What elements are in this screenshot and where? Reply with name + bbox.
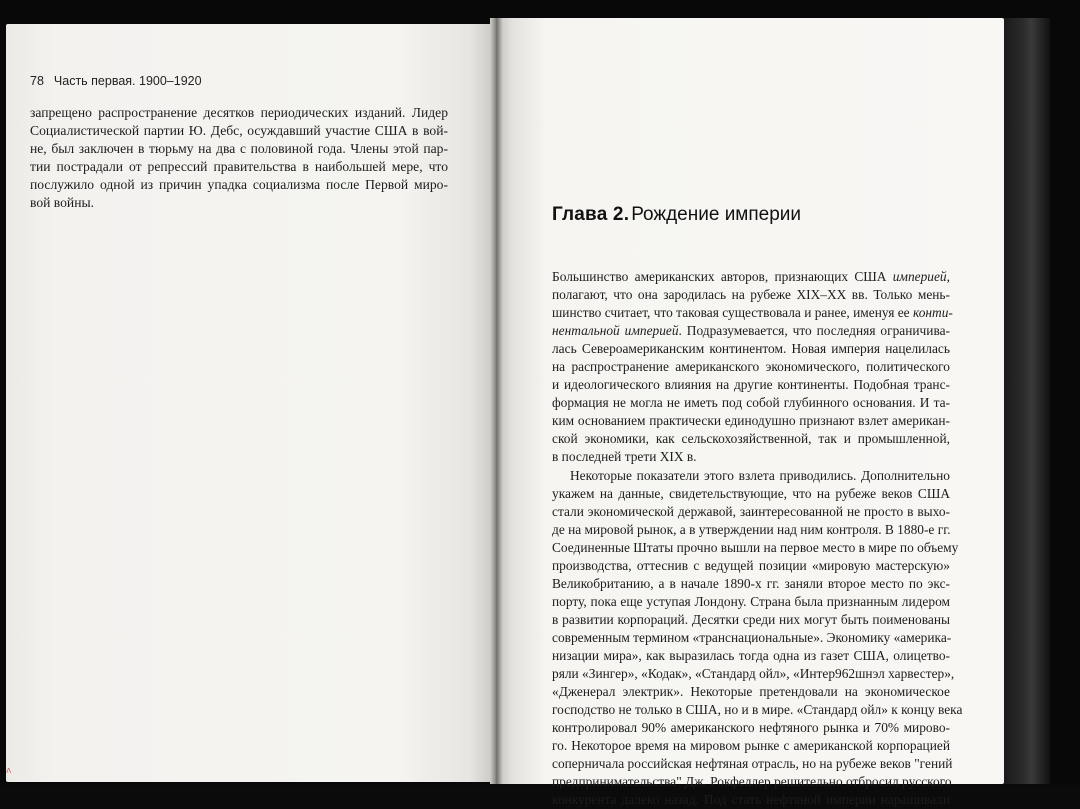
text-line: Великобританию, а в начале 1890-х гг. заняли второе место по экс- — [552, 575, 950, 591]
text-line: шинство считает, что таковая существовала и ранее, именуя ее конти- — [552, 305, 953, 321]
text-line: в последней трети XIX в. — [552, 449, 697, 465]
text-line: низации мира», как выразилась тогда одна из газет США, олицетво- — [552, 647, 950, 663]
text-line: современным термином «транснациональные». Экономику «америка- — [552, 629, 952, 645]
chapter-title: Рождение империи — [631, 204, 802, 225]
text-line: не, был заключен в тюрьму на два с половиной года. Члены этой пар- — [30, 141, 448, 156]
page-number: 78 — [30, 74, 44, 88]
text-line: Социалистической партии Ю. Дебс, осуждавший участие США в вой- — [30, 123, 448, 138]
text-line: де на мировой рынок, а в утверждении над ним контроля. В 1880-е гг. — [552, 521, 951, 537]
text-line: в развитии корпораций. Десятки среди них могут быть поименованы — [552, 611, 950, 627]
text-line: Соединенные Штаты прочно вышли на первое место в мире по объему — [552, 539, 959, 555]
text-line: ряли «Зингер», «Кодак», «Стандард ойл», «Интер962шнэл харвестер», — [552, 666, 955, 682]
running-head-title: Часть первая. 1900–1920 — [53, 74, 202, 88]
text-line: конкурента далеко назад. Под стать нефтяной империи наращивали — [552, 792, 950, 808]
book-edge — [1004, 18, 1050, 784]
text-line: порту, пока еще уступая Лондону. Страна была признанным лидером — [552, 593, 950, 609]
text-line: соперничала российская нефтяная отрасль, но на рубеже веков "гений — [552, 756, 953, 772]
text-line: предпринимательства" Дж. Рокфеллер решительно отбросил русского — [552, 774, 952, 790]
scan-mark: ʌ — [6, 766, 12, 776]
right-page-text — [552, 268, 963, 809]
text-line: вой войны. — [30, 195, 94, 210]
text-line: запрещено распространение десятков периодических изданий. Лидер — [30, 105, 448, 120]
text-line: Большинство американских авторов, признающих США империей, — [552, 269, 950, 284]
text-line: укажем на данные, свидетельствующие, что на рубеже веков США — [552, 485, 950, 501]
text-line: полагают, что она зародилась на рубеже XIX–XX вв. Только мень- — [552, 287, 950, 303]
text-line: тии пострадали от репрессий правительства в наибольшей мере, что — [30, 159, 448, 174]
text-line: и идеологического влияния на другие континенты. Подобная транс- — [552, 377, 950, 393]
text-line: го. Некоторое время на мировом рынке с американской корпорацией — [552, 738, 950, 754]
book-gutter — [490, 18, 502, 784]
text-line: контролировал 90% американского нефтяного рынка и 70% мирово- — [552, 720, 950, 736]
text-line: лась Североамериканским континентом. Новая империя нацелилась — [552, 341, 950, 357]
text-line: господство не только в США, но и в мире. «Стандард ойл» к концу века — [552, 702, 963, 718]
chapter-label: Глава 2. — [552, 204, 630, 225]
text-line: нентальной империей. Подразумевается, что последняя ограничива- — [552, 323, 950, 339]
text-line: стали экономической державой, заинтересованной не просто в выхо- — [552, 503, 950, 519]
text-line: на распространение американского экономического, политического — [552, 359, 950, 375]
chapter-heading — [552, 204, 801, 226]
text-line: послужило одной из причин упадка социализма после Первой миро- — [30, 177, 448, 192]
text-line: Некоторые показатели этого взлета приводились. Дополнительно — [570, 467, 950, 483]
running-head — [30, 74, 202, 88]
text-line: формация не могла не иметь под собой глубинного основания. И та- — [552, 395, 950, 411]
left-page-text — [30, 104, 448, 212]
text-line: ким основанием практически единодушно признают взлет американ- — [552, 413, 950, 429]
text-line: ской экономики, как сельскохозяйственной, так и промышленной, — [552, 431, 950, 447]
text-line: производства, оттеснив с ведущей позиции «мировую мастерскую» — [552, 557, 950, 573]
text-line: «Дженерал электрик». Некоторые претендовали на экономическое — [552, 684, 950, 700]
